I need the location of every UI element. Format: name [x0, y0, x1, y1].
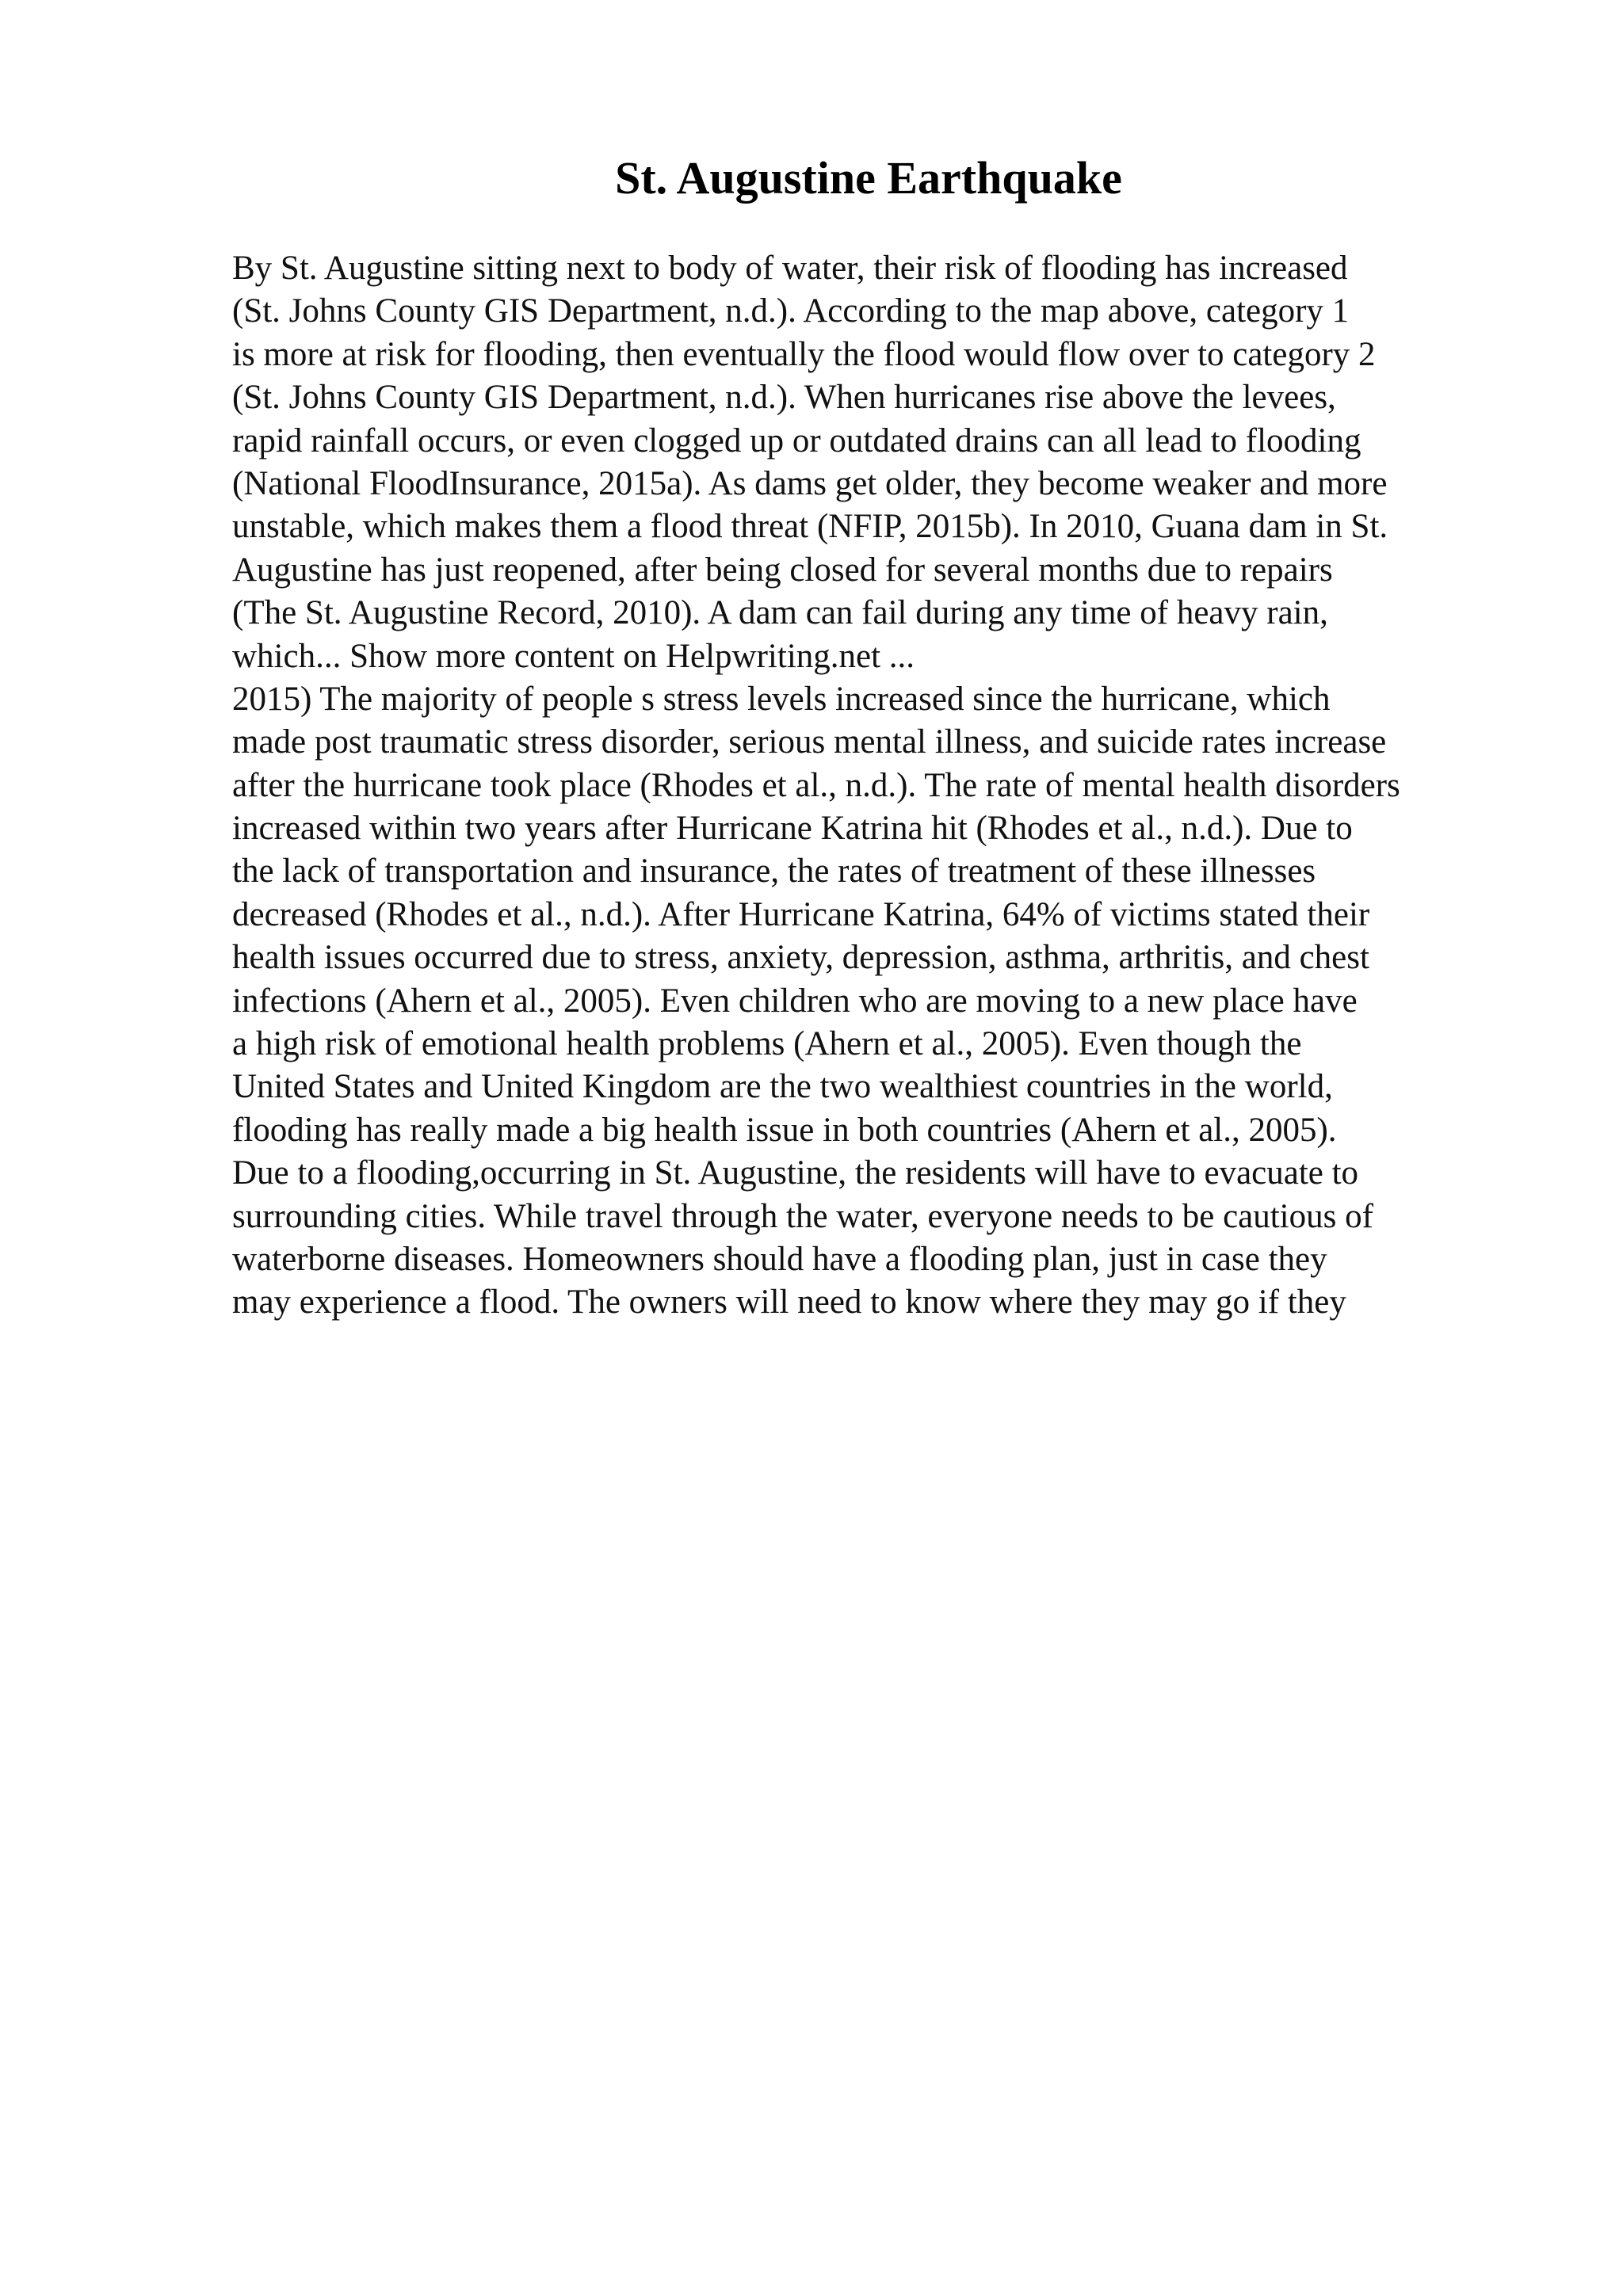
body-line: (St. Johns County GIS Department, n.d.). When hurricanes rise above the levees, [232, 379, 1336, 417]
body-line: a high risk of emotional health problems (Ahern et al., 2005). Even though the [232, 1025, 1302, 1063]
body-line: (National FloodInsurance, 2015a). As dams get older, they become weaker and more [232, 464, 1388, 502]
body-line: after the hurricane took place (Rhodes et al., n.d.). The rate of mental health disorders [232, 766, 1400, 804]
body-line: the lack of transportation and insurance, the rates of treatment of these illnesses [232, 852, 1316, 891]
body-line: Augustine has just reopened, after being closed for several months due to repairs [232, 551, 1333, 589]
document-body [232, 247, 1611, 1325]
body-line: (The St. Augustine Record, 2010). A dam can fail during any time of heavy rain, [232, 594, 1328, 632]
body-line: rapid rainfall occurs, or even clogged up or outdated drains can all lead to flooding [232, 421, 1361, 460]
body-line: which... Show more content on Helpwriting.net ... [232, 637, 915, 675]
body-line: decreased (Rhodes et al., n.d.). After Hurricane Katrina, 64% of victims stated their [232, 895, 1370, 933]
document-title: St. Augustine Earthquake [615, 152, 1122, 204]
body-line: 2015) The majority of people s stress levels increased since the hurricane, which [232, 680, 1331, 718]
body-line: made post traumatic stress disorder, serious mental illness, and suicide rates increase [232, 723, 1387, 761]
body-line: increased within two years after Hurricane Katrina hit (Rhodes et al., n.d.). Due to [232, 810, 1353, 848]
body-line: surrounding cities. While travel through the water, everyone needs to be cautious of [232, 1197, 1373, 1235]
body-line: health issues occurred due to stress, anxiety, depression, asthma, arthritis, and chest [232, 939, 1369, 977]
body-line: By St. Augustine sitting next to body of water, their risk of flooding has increased [232, 250, 1348, 287]
body-line: unstable, which makes them a flood threat (NFIP, 2015b). In 2010, Guana dam in St. [232, 508, 1388, 546]
body-line: waterborne diseases. Homeowners should have a flooding plan, just in case they [232, 1240, 1327, 1278]
body-line: (St. Johns County GIS Department, n.d.). According to the map above, category 1 [232, 292, 1350, 330]
body-line: is more at risk for flooding, then eventually the flood would flow over to category 2 [232, 335, 1376, 373]
body-line: Due to a flooding,occurring in St. Augustine, the residents will have to evacuate to [232, 1154, 1359, 1192]
body-line: United States and United Kingdom are the two wealthiest countries in the world, [232, 1068, 1333, 1106]
body-line: may experience a flood. The owners will need to know where they may go if they [232, 1283, 1346, 1322]
body-line: infections (Ahern et al., 2005). Even children who are moving to a new place have [232, 982, 1358, 1020]
body-line: flooding has really made a big health issue in both countries (Ahern et al., 2005). [232, 1111, 1337, 1149]
